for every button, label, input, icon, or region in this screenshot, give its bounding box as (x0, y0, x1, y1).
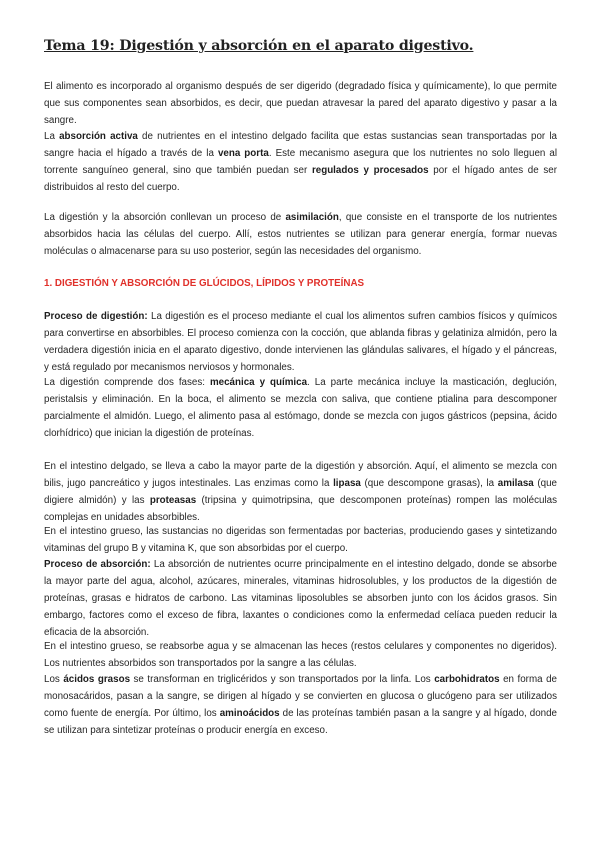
bold-term: Proceso de digestión: (44, 311, 148, 322)
bold-term: mecánica y química (209, 377, 308, 388)
bold-term: vena porta (217, 147, 269, 159)
bold-term: proteasas (149, 494, 197, 506)
bold-term: aminoácidos (219, 707, 280, 719)
bold-term: Proceso de absorción: (44, 559, 151, 570)
bold-term: regulados y procesados (311, 164, 429, 176)
paragraph-fases: La digestión comprende dos fases: mecánica y química. La parte mecánica incluye la masticación, deglución, peristalsis y eliminación. En la boca, el alimento se mezcla con saliva, que contiene ptialina para descomponer parcialmente el almidón. Luego, el alimento pasa al estómago, donde se mezcla con jugos gástricos (pepsina, ácido clorhídrico) que inician la digestión de proteínas. (44, 377, 557, 439)
paragraph-intestino-delgado: En el intestino delgado, se lleva a cabo la mayor parte de la digestión y absorción. Aquí, el alimento se mezcla con bilis, jugo pancreático y jugos intestinales. Las enzimas como la lipasa (que descompone grasas), la amilasa (que digiere almidón) y las proteasas (tripsina y quimotripsina, que descomponen proteínas) rompen las moléculas complejas en unidades absorbibles. (44, 461, 557, 523)
paragraph-asimilacion: La digestión y la absorción conllevan un proceso de asimilación, que consiste en el transporte de los nutrientes absorbidos hacia las células del cuerpo. Allí, estos nutrientes se utilizan para generar energía, formar nuevas moléculas o almacenarse para su uso posterior, según las necesidades del organismo. (44, 212, 558, 257)
paragraph-proceso-digestion: Proceso de digestión: La digestión es el proceso mediante el cual los alimentos sufren cambios físicos y químicos para convertirse en absorbibles. El proceso comienza con la cocción, que ablanda fibras y gelatiniza almidón, pero la verdadera digestión inicia en el aparato digestivo, donde intervienen las glándulas salivares, el hígado y el páncreas, y está regulado por mecanismos nerviosos y hormonales. (44, 311, 557, 373)
paragraph-absorcion-activa: La absorción activa de nutrientes en el intestino delgado facilita que estas sustancias sean transportadas por la sangre hacia el hígado a través de la vena porta. Este mecanismo asegura que los nutrientes no solo lleguen al torrente sanguíneo general, sino que también puedan ser regulados y procesados por el hígado antes de ser distribuidos al resto del cuerpo. (44, 131, 558, 193)
paragraph-transporte-nutrientes: Los ácidos grasos se transforman en triglicéridos y son transportados por la linfa. Los carbohidratos en forma de monosacáridos, pasan a la sangre, se dirigen al hígado y se convierten en glucosa o glucógeno para ser utilizados como fuente de energía. Por último, los aminoácidos de las proteínas también pasan a la sangre y al hígado, donde se utilizan para sintetizar proteínas o producir energía en exceso. (44, 674, 557, 736)
paragraph-reabsorcion: En el intestino grueso, se reabsorbe agua y se almacenan las heces (restos celulares y componentes no digeridos). Los nutrientes absorbidos son transportados por la sangre a las células. (44, 641, 557, 669)
bold-term: carbohidratos (434, 674, 500, 685)
bold-term: ácidos grasos (63, 674, 131, 685)
bold-term: asimilación (285, 212, 339, 223)
paragraph-intro: El alimento es incorporado al organismo después de ser digerido (degradado física y químicamente), lo que permite que sus componentes sean absorbidos, es decir, que puedan atravesar la pared del aparato digestivo y pasar a la sangre. (44, 81, 557, 126)
bold-term: lipasa (333, 477, 361, 489)
section-heading: 1. DIGESTIÓN Y ABSORCIÓN DE GLÚCIDOS, LÍPIDOS Y PROTEÍNAS (44, 278, 365, 289)
bold-term: absorción activa (59, 131, 138, 142)
paragraph-proceso-absorcion: Proceso de absorción: La absorción de nutrientes ocurre principalmente en el intestino delgado, donde se absorbe la mayor parte del agua, alcohol, azúcares, minerales, vitaminas hidrosolubles, y los productos de la digestión de proteínas, grasas e hidratos de carbono. Las vitaminas liposolubles se absorben junto con los ácidos grasos. Sin embargo, factores como el exceso de fibra, laxantes o condiciones como la enfermedad celíaca pueden reducir la eficacia de la absorción. (44, 559, 557, 638)
paragraph-intestino-grueso: En el intestino grueso, las sustancias no digeridas son fermentadas por bacterias, produciendo gases y sintetizando vitaminas del grupo B y vitamina K, que son absorbidas por el cuerpo. (44, 526, 557, 554)
document-title: Tema 19: Digestión y absorción en el aparato digestivo. (44, 38, 474, 54)
bold-term: amilasa (497, 477, 534, 489)
